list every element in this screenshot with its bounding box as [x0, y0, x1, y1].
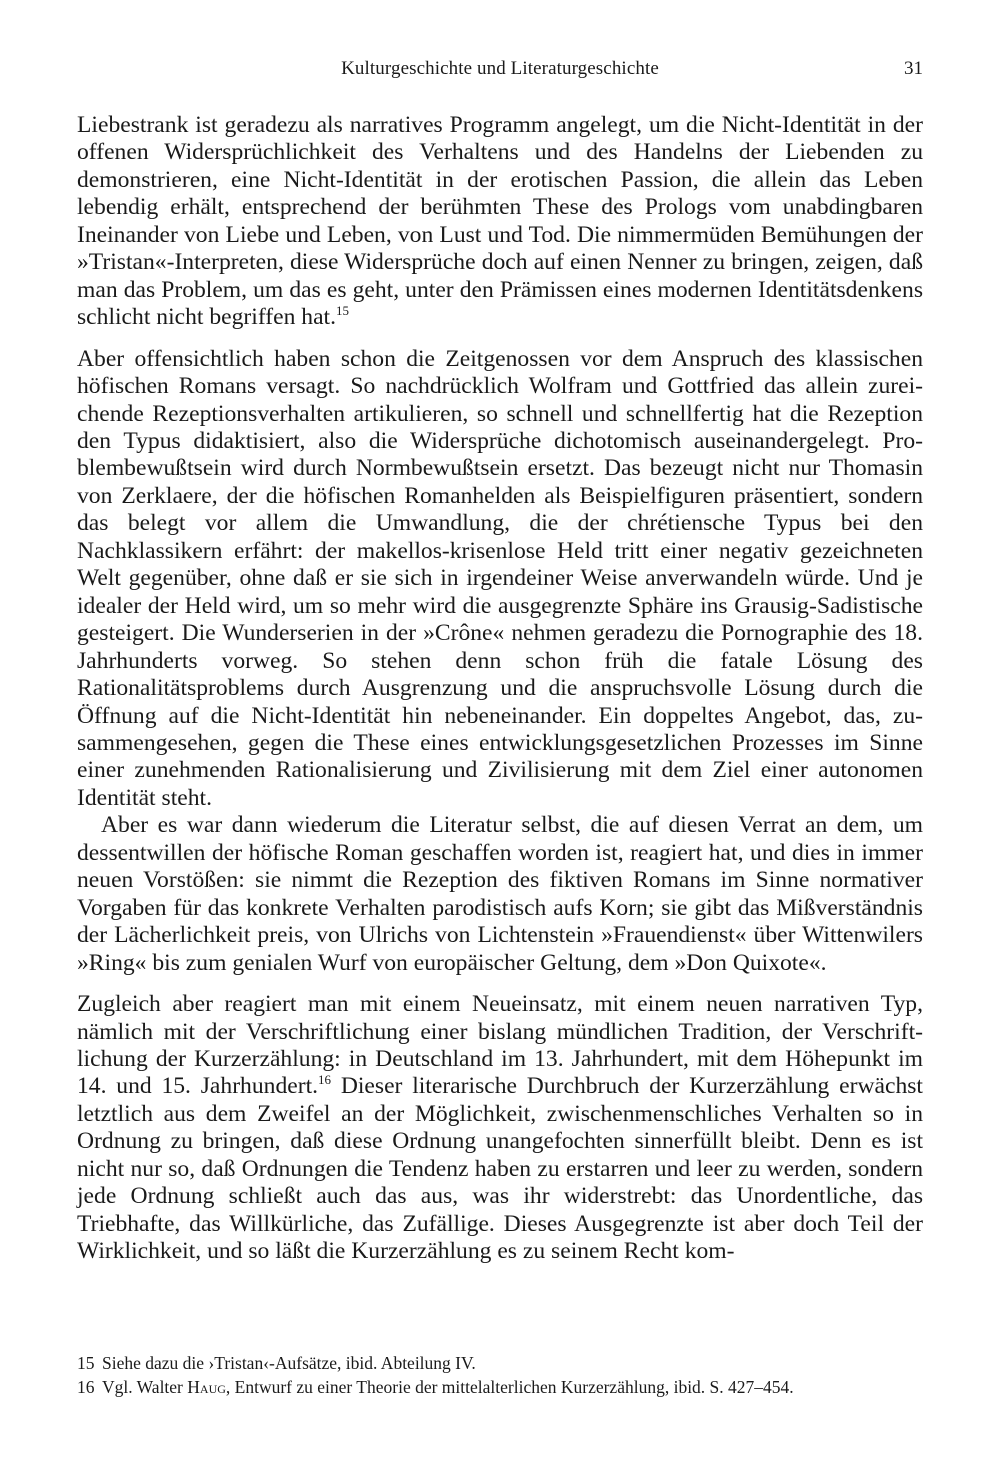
footnotes	[77, 1351, 923, 1399]
paragraph-4-text-after: Dieser literarische Durchbruch der Kurzerzählung erwächst letztlich aus dem Zweifel an der Möglichkeit, zwischenmenschliches Verhalten so in Ordnung zu bringen, daß diese Ordnung unangefochten sinnerfüllt bleibt. Denn es ist nicht nur so, daß Ordnungen die Tendenz haben zu erstarren und leer zu werden, sondern jede Ordnung schließt auch das aus, was ihr widerstrebt: das Unordentliche, das Triebhafte, das Willkürliche, das Zufällige. Dieses Ausgegrenzte ist aber doch Teil der Wirklichkeit, und so läßt die Kurzerzählung es zu seinem Recht kom-	[77, 1073, 923, 1265]
body-text	[77, 112, 923, 1266]
footnote-ref-16: 16	[318, 1072, 332, 1088]
footnote-15	[77, 1351, 923, 1375]
running-head	[77, 55, 923, 83]
paragraph-2: Aber offensichtlich haben schon die Zeitgenossen vor dem Anspruch des klassischen höfischen Romans versagt. So nachdrücklich Wolfram und Gottfried das allein zureichende Rezeptionsverhalten artikulieren, so schnell und schnellfertig hat die Rezeption den Typus didaktisiert, also die Widersprüche dichotomisch auseinandergelegt. Problembewußtsein wird durch Normbewußtsein ersetzt. Das bezeugt nicht nur Thomasin von Zerklaere, der die höfischen Romanhelden als Beispielfiguren präsentiert, sondern das belegt vor allem die Umwandlung, die der chrétiensche Typus bei den Nachklassikern erfährt: der makellos-krisenlose Held tritt einer negativ gezeichneten Welt gegenüber, ohne daß er sie sich in irgendeiner Weise anverwandeln würde. Und je idealer der Held wird, um so mehr wird die ausgegrenzte Sphäre ins Grausig-Sadistische gesteigert. Die Wunderserien in der »Crône« nehmen geradezu die Pornographie des 18. Jahrhunderts vorweg. So stehen denn schon früh die fatale Lösung des Rationalitätsproblems durch Ausgrenzung und die anspruchsvolle Lösung durch die Öffnung auf die Nicht-Identität hin nebeneinander. Ein doppeltes Angebot, das, zusammengesehen, gegen die These eines entwicklungsgesetzlichen Prozesses im Sinne einer zunehmenden Rationalisierung und Zivilisierung mit dem Ziel einer autonomen Identität steht.	[77, 345, 923, 811]
running-title: Kulturgeschichte und Literaturgeschichte	[341, 58, 659, 79]
footnote-text-before: Vgl. Walter	[102, 1377, 188, 1397]
paragraph-3: Aber es war dann wiederum die Literatur selbst, die auf diesen Verrat an dem, um dessentwillen der höfische Roman geschaffen worden ist, reagiert hat, und dies in immer neuen Vorstößen: sie nimmt die Rezeption des fiktiven Romans im Sinne normativer Vorgaben für das konkrete Verhalten parodistisch aufs Korn; sie gibt das Mißverständnis der Lächerlichkeit preis, von Ulrichs von Lichtenstein »Frauendienst« über Wittenwilers »Ring« bis zum genialen Wurf von europäischer Geltung, dem »Don Quixote«.	[77, 812, 923, 976]
footnote-ref-15: 15	[336, 303, 350, 319]
paragraph-1-text: Liebestrank ist geradezu als narratives Programm angelegt, um die Nicht-Identität in der offenen Widersprüchlichkeit des Verhaltens und des Handelns der Liebenden zu demonstrieren, eine Nicht-Identität in der erotischen Passion, die allein das Leben lebendig erhält, entsprechend der berühmten These des Prologs vom unabdingbaren Ineinander von Liebe und Leben, von Lust und Tod. Die nimmermüden Bemühungen der »Tristan«-Interpreten, diese Widersprüche doch auf einen Nenner zu bringen, zeigen, daß man das Problem, um das es geht, unter den Prämissen eines modernen Identitätsdenkens schlicht nicht begriffen hat.	[77, 112, 923, 331]
footnote-text: Siehe dazu die ›Tristan‹-Aufsätze, ibid. Abteilung IV.	[102, 1353, 476, 1373]
footnote-number: 16	[77, 1377, 95, 1397]
footnote-number: 15	[77, 1353, 95, 1373]
footnote-16	[77, 1375, 923, 1399]
page-number: 31	[904, 58, 923, 79]
paragraph-4	[77, 991, 923, 1266]
paragraph-1	[77, 112, 923, 332]
footnote-text-after: , Entwurf zu einer Theorie der mittelalterlichen Kurzerzählung, ibid. S. 427–454.	[225, 1377, 794, 1397]
footnote-author: Haug	[187, 1377, 226, 1397]
paragraph-4-text-before: Zugleich aber reagiert man mit einem Neueinsatz, mit einem neuen narrativen Typ, nämlich mit der Verschriftlichung einer bislang mündlichen Tradition, der Verschriftlichung der Kurzerzählung: in Deutschland im 13. Jahrhundert, mit dem Höhepunkt im 14. und 15. Jahrhundert.	[77, 991, 923, 1100]
